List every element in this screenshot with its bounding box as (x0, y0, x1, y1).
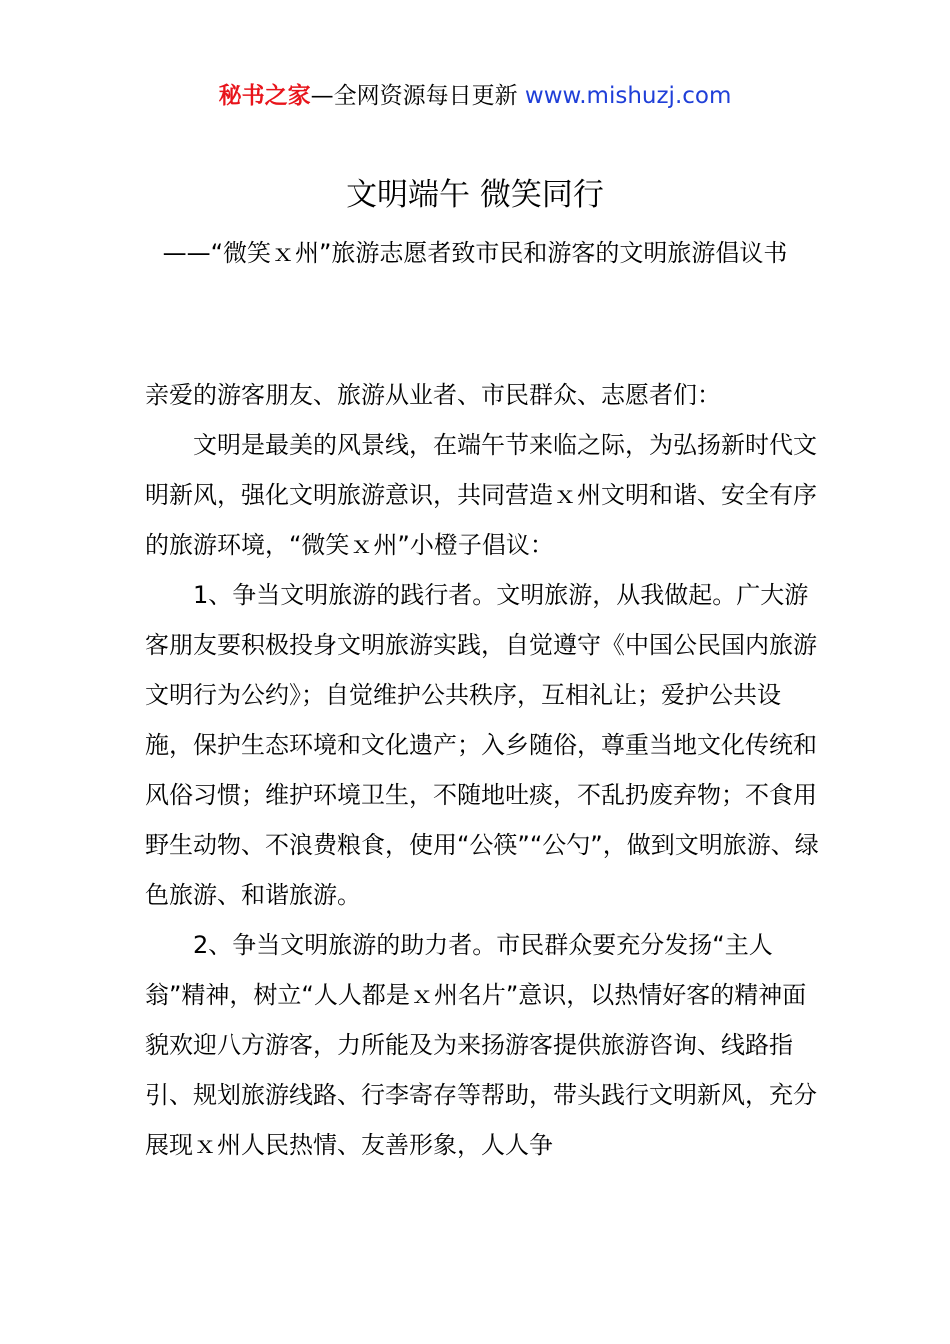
document-body (145, 370, 825, 1170)
site-url-link[interactable]: www.mishuzj.com (524, 83, 732, 109)
paragraph-intro: 文明是最美的风景线，在端午节来临之际，为弘扬新时代文明新风，强化文明旅游意识，共同营造ｘ州文明和谐、安全有序的旅游环境，“微笑ｘ州”小橙子倡议： (145, 431, 817, 559)
document-subtitle: ——“微笑ｘ州”旅游志愿者致市民和游客的文明旅游倡议书 (162, 239, 788, 267)
site-header (0, 80, 950, 112)
paragraph-item-2: 2、争当文明旅游的助力者。市民群众要充分发扬“主人翁”精神，树立“人人都是ｘ州名片”意识，以热情好客的精神面貌欢迎八方游客，力所能及为来扬游客提供旅游咨询、线路指引、规划旅游线路、行李寄存等帮助，带头践行文明新风，充分展现ｘ州人民热情、友善形象，人人争 (145, 931, 817, 1159)
greeting-line: 亲爱的游客朋友、旅游从业者、市民群众、志愿者们： (145, 381, 721, 409)
brand-name: 秘书之家 (218, 83, 311, 109)
header-tagline: —全网资源每日更新 (310, 83, 525, 109)
paragraph-item-1: 1、争当文明旅游的践行者。文明旅游，从我做起。广大游客朋友要积极投身文明旅游实践，自觉遵守《中国公民国内旅游文明行为公约》；自觉维护公共秩序，互相礼让；爱护公共设施，保护生态环境和文化遗产；入乡随俗，尊重当地文化传统和风俗习惯；维护环境卫生，不随地吐痰，不乱扔废弃物；不食用野生动物、不浪费粮食，使用“公筷”“公勺”，做到文明旅游、绿色旅游、和谐旅游。 (145, 581, 819, 909)
document-title: 文明端午 微笑同行 (346, 177, 604, 213)
